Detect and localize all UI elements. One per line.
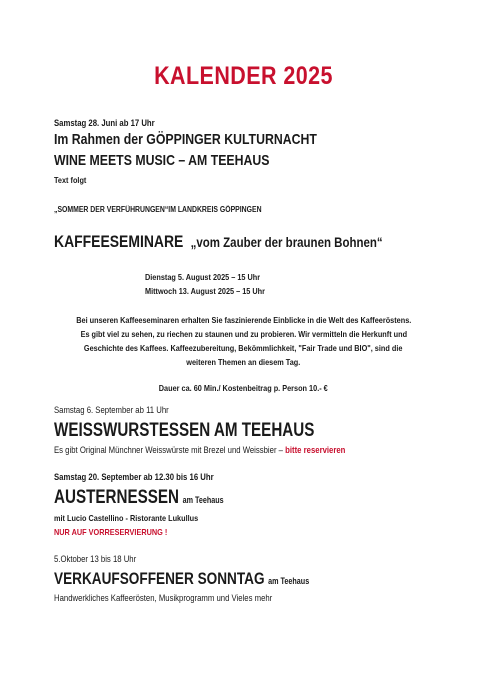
event-cost: Dauer ca. 60 Min./ Kostenbeitrag p. Person 10.- € [158,383,328,393]
event-text: Handwerkliches Kaffeerösten, Musikprogramm und Vieles mehr [54,593,273,603]
event-text: Es gibt Original Münchner Weisswürste mit Brezel und Weissbier – [54,445,286,455]
event-heading: KAFFEESEMINARE [54,232,184,251]
event-kaffeeseminare [54,232,464,252]
event-partner: mit Lucio Castellino - Ristorante Lukullus [54,513,199,523]
event-subheading: „vom Zauber der braunen Bohnen“ [190,234,383,250]
event-kicker: „SOMMER DER VERFÜHRUNGEN“IM LANDKREIS GÖPPINGEN [54,205,262,214]
description-line: weiteren Themen an diesem Tag. [186,357,301,367]
event-date: Mittwoch 13. August 2025 – 15 Uhr [145,286,265,296]
event-verkaufsoffener-sonntag [54,554,464,564]
event-date: 5.Oktober 13 bis 18 Uhr [54,554,137,564]
event-heading-suffix: am Teehaus [182,495,224,505]
event-date: Samstag 20. September ab 12.30 bis 16 Uhr [54,472,214,482]
event-note: Text folgt [54,175,87,185]
event-date: Samstag 28. Juni ab 17 Uhr [54,118,155,128]
reservation-hint: bitte reservieren [285,445,346,455]
event-heading-suffix: am Teehaus [268,576,310,586]
event-kulturnacht [54,118,464,128]
event-heading: WINE MEETS MUSIC – AM TEEHAUS [54,152,270,169]
description-line: Bei unseren Kaffeeseminaren erhalten Sie faszinierende Einblicke in die Welt des Kaffeeröstens. [75,315,412,325]
event-heading: AUSTERNESSEN [54,487,179,508]
event-date: Dienstag 5. August 2025 – 15 Uhr [145,272,261,282]
event-heading: WEISSWURSTESSEN AM TEEHAUS [54,420,315,441]
reservation-notice: NUR AUF VORRESERVIERUNG ! [54,527,168,537]
event-date: Samstag 6. September ab 11 Uhr [54,405,169,415]
description-line: Geschichte des Kaffees. Kaffeezubereitung, Bekömmlichkeit, "Fair Trade und BIO", sind die [84,343,403,353]
event-weisswurst [54,405,464,415]
description-line: Es gibt viel zu sehen, zu riechen zu staunen und zu probieren. Wir vermitteln die Herkunft und [80,329,407,339]
event-line: Im Rahmen der GÖPPINGER KULTURNACHT [54,131,317,148]
event-heading: VERKAUFSOFFENER SONNTAG [54,569,265,588]
event-austernessen [54,472,464,482]
page-title: KALENDER 2025 [154,62,333,90]
